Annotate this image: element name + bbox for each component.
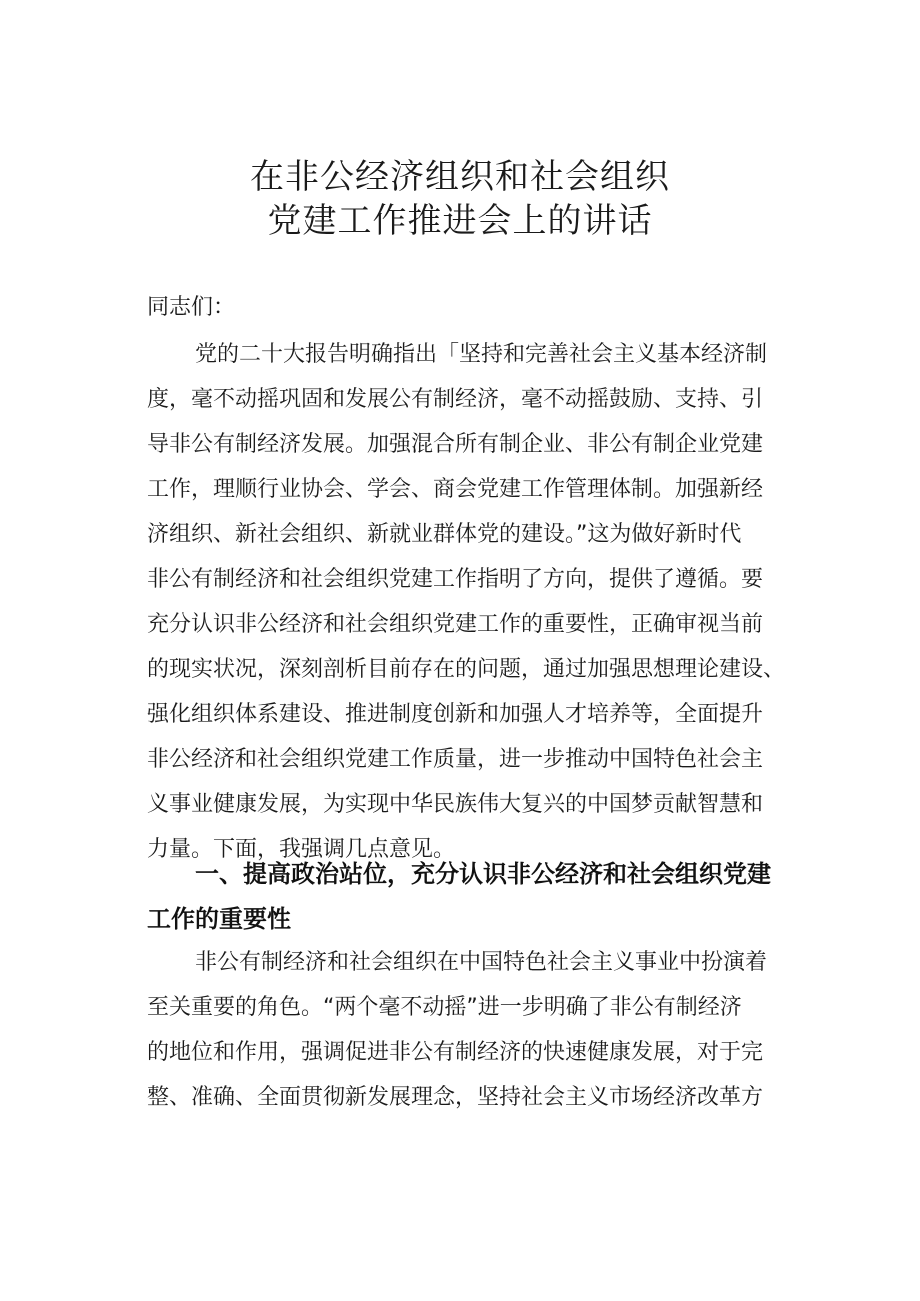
paragraph-1 <box>147 332 807 872</box>
paragraph-line: 力量。下面，我强调几点意见。 <box>147 837 456 862</box>
title-line-1: 在非公经济组织和社会组织 <box>250 157 670 197</box>
heading-line: 工作的重要性 <box>147 905 291 933</box>
paragraph-line: 济组织、新社会组织、新就业群体党的建设。”这为做好新时代 <box>147 522 742 547</box>
paragraph-line: 充分认识非公经济和社会组织党建工作的重要性，正确审视当前 <box>147 612 764 637</box>
paragraph-line: 非公有制经济和社会组织在中国特色社会主义事业中扮演着 <box>195 950 768 975</box>
paragraph-line: 工作，理顺行业协会、学会、商会党建工作管理体制。加强新经 <box>147 477 764 502</box>
paragraph-line: 非公有制经济和社会组织党建工作指明了方向，提供了遵循。要 <box>147 567 764 592</box>
heading-line: 一、提高政治站位，充分认识非公经济和社会组织党建 <box>195 860 771 888</box>
paragraph-line: 的地位和作用，强调促进非公有制经济的快速健康发展，对于完 <box>147 1040 764 1065</box>
paragraph-line: 至关重要的角色。“两个毫不动摇”进一步明确了非公有制经济 <box>147 995 742 1020</box>
section-heading-1 <box>147 852 807 942</box>
paragraph-line: 的现实状况，深刻剖析目前存在的问题，通过加强思想理论建设、 <box>147 657 786 682</box>
paragraph-2 <box>147 940 807 1120</box>
paragraph-line: 党的二十大报告明确指出「坚持和完善社会主义基本经济制 <box>195 342 768 367</box>
paragraph-line: 非公经济和社会组织党建工作质量，进一步推动中国特色社会主 <box>147 747 764 772</box>
paragraph-line: 度，毫不动摇巩固和发展公有制经济，毫不动摇鼓励、支持、引 <box>147 387 764 412</box>
paragraph-line: 整、准确、全面贯彻新发展理念，坚持社会主义市场经济改革方 <box>147 1085 764 1110</box>
paragraph-line: 导非公有制经济发展。加强混合所有制企业、非公有制企业党建 <box>147 432 764 457</box>
paragraph-line: 义事业健康发展，为实现中华民族伟大复兴的中国梦贡献智慧和 <box>147 792 764 817</box>
paragraph-line: 强化组织体系建设、推进制度创新和加强人才培养等，全面提升 <box>147 702 764 727</box>
salutation: 同志们： <box>147 295 236 320</box>
title-line-2: 党建工作推进会上的讲话 <box>267 201 653 241</box>
